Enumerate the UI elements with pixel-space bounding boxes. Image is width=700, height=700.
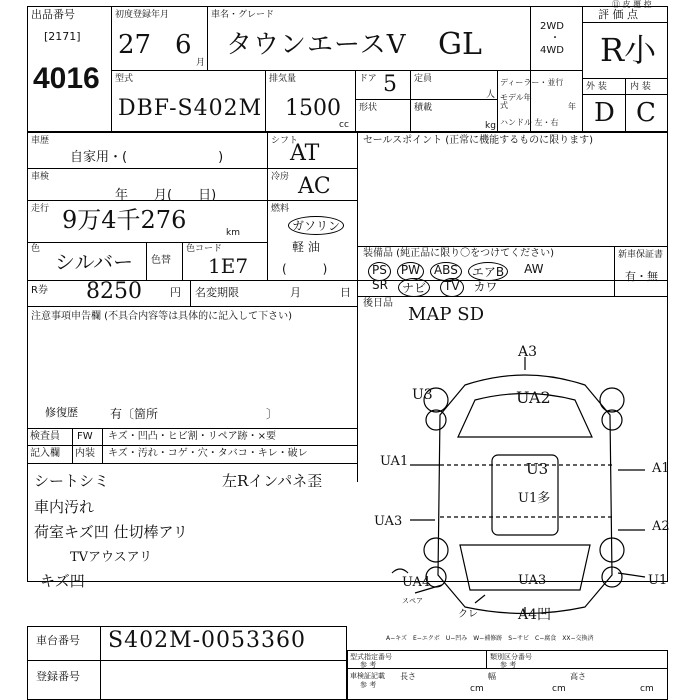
fuel-paren: ( ) (282, 262, 328, 276)
note-line-1: シートシミ (34, 472, 110, 490)
divider (625, 78, 626, 132)
cm-2: cm (552, 684, 566, 694)
inspection-value: 年 月( 日) (115, 188, 217, 203)
diagram-mark-u3-left: U3 (412, 387, 433, 403)
divider (355, 70, 356, 132)
chassis-label: 車台番号 (36, 634, 80, 647)
aftermarket-value: MAP SD (408, 304, 485, 325)
divider (27, 306, 357, 307)
capacity-label: 定員 (414, 74, 433, 84)
history-label: 車歴 (31, 136, 50, 146)
diagram-mark-a3-top: A3 (518, 344, 538, 360)
ref-label-3: 参 考 (360, 681, 377, 689)
cm-3: cm (640, 684, 654, 694)
equip-navi: ナビ (398, 278, 430, 297)
first-reg-year: 27 (118, 30, 152, 60)
divider (410, 70, 411, 132)
note-line-2: 車内汚れ (34, 498, 95, 516)
doors-value: 5 (383, 72, 397, 97)
warranty-value: 有・無 (625, 270, 658, 283)
divider (497, 70, 498, 132)
equip-tv: TV (440, 278, 464, 297)
inspector-label: 検査員 (30, 431, 60, 442)
category-label: 類別区分番号 (490, 653, 532, 661)
divider (267, 132, 268, 280)
divider (102, 428, 103, 463)
model-year-label: モデル年式 (500, 93, 532, 110)
diagram-mark-a4: A4凹 (518, 607, 552, 623)
color-code-label: 色コード (186, 244, 223, 254)
diagram-mark-ua3-left: UA3 (374, 514, 403, 529)
displacement-label: 排気量 (269, 74, 297, 84)
cc-unit: cc (339, 120, 349, 130)
color-label: 色 (31, 244, 41, 254)
divider (614, 246, 615, 296)
car-name: タウンエースV (226, 30, 407, 60)
inspection-label: 車検 (31, 172, 50, 182)
divider (27, 463, 357, 464)
capacity-unit: 人 (486, 90, 496, 100)
diagram-mark-u1-multi: U1多 (518, 491, 551, 506)
entry-label: 記入欄 (30, 448, 60, 459)
exterior-grade: D (594, 98, 615, 128)
inspector-items: キズ・凹凸・ヒビ割・リペア跡・×要 (108, 431, 276, 442)
divider (207, 6, 208, 70)
length-label: 長さ (400, 672, 416, 681)
divider (27, 428, 357, 429)
drive-dot: ・ (550, 33, 560, 44)
divider (100, 626, 101, 700)
mileage-label: 走行 (31, 204, 50, 214)
divider (146, 242, 147, 280)
divider (355, 99, 497, 100)
lot-number: 4016 (33, 62, 100, 95)
equip-abs: ABS (430, 262, 462, 281)
equip-ps: PS (368, 262, 391, 281)
divider (357, 132, 358, 482)
first-reg-label: 初度登録年月 (115, 10, 170, 20)
shift-value: AT (290, 141, 320, 166)
recycle-value: 8250 (86, 279, 142, 304)
divider (486, 650, 487, 668)
equipment-label: 装備品 (純正品に限り〇をつけてください) (363, 248, 554, 259)
drive-4wd: 4WD (540, 45, 564, 56)
equip-airbag: エアB (468, 262, 508, 281)
color-swap-label: 色替 (151, 255, 171, 266)
repair-history-label: 修復歴 (45, 406, 78, 419)
cm-1: cm (470, 684, 484, 694)
divider (530, 6, 531, 132)
equip-leather: カワ (473, 280, 498, 294)
divider (582, 22, 668, 23)
deadline-day: 日 (340, 286, 351, 299)
handle-label: ハンドル 左・右 (500, 118, 559, 127)
divider (111, 6, 112, 132)
divider (27, 168, 357, 169)
lot-label: 出品番号 (31, 8, 75, 21)
type-spec-label: 型式指定番号 (350, 653, 392, 661)
dealer-label: ディーラー・並行 (500, 78, 564, 87)
ref-label-2: 参 考 (500, 661, 517, 669)
equip-sr: SR (372, 278, 388, 292)
recycle-yen: 円 (170, 286, 181, 299)
interior-items: キズ・汚れ・コゲ・穴・タバコ・キレ・破レ (108, 448, 308, 459)
divider (27, 445, 357, 446)
recycle-label: R券 (31, 285, 48, 296)
repair-value: 有〔箇所 〕 (110, 407, 279, 421)
shape-label: 形状 (359, 103, 378, 113)
doors-label: ドア (359, 74, 377, 84)
declaration-label: 注意事項申告欄 (不具合内容等は具体的に記入して下さい) (31, 311, 292, 322)
ac-label: 冷房 (271, 172, 290, 182)
divider (111, 70, 582, 71)
certificate-label: 車検証記載 (350, 672, 385, 680)
note-line-3: 荷室キズ凹 仕切棒アリ (34, 523, 188, 541)
diagram-mark-a1: A1 (652, 461, 670, 476)
divider (582, 6, 583, 132)
color-value: シルバー (55, 250, 134, 274)
fuel-label: 燃料 (271, 204, 290, 214)
history-value: 自家用・( ) (70, 150, 224, 165)
ref-label-1: 参 考 (360, 661, 377, 669)
eval-label: 評 価 点 (598, 8, 638, 21)
fuel-gasoline: ガソリン (288, 216, 344, 235)
top-right-note: ⑪ 皮 覆 控 (612, 0, 652, 9)
diagram-mark-u1: U1 (648, 573, 668, 588)
km-unit: km (226, 228, 240, 238)
interior-grade: C (636, 98, 656, 128)
model-value: DBF-S402M (118, 96, 263, 121)
divider (182, 242, 183, 280)
diagram-mark-ua3-rear: UA3 (518, 573, 547, 588)
model-label: 型式 (115, 74, 134, 84)
note-line-4: TVアウスアリ (70, 550, 153, 565)
month-unit: 月 (196, 58, 206, 68)
divider (72, 428, 73, 463)
equip-pw: PW (397, 262, 424, 281)
load-label: 積載 (414, 103, 433, 113)
drive-2wd: 2WD (540, 21, 564, 32)
shift-label: シフト (271, 136, 299, 146)
eval-score: R小 (600, 31, 657, 69)
ac-value: AC (298, 174, 331, 199)
spare-label: スペア (402, 597, 423, 605)
width-label: 幅 (488, 672, 496, 681)
first-reg-month: 6 (175, 30, 192, 60)
equipment-row2 (372, 278, 498, 297)
damage-legend: A−キズ E−エクボ U−凹み W−補修跡 S−サビ C−腐食 XX−交換済 (386, 635, 594, 642)
note-right: 左Rインパネ歪 (222, 472, 323, 490)
divider (190, 280, 191, 306)
equip-aw: AW (524, 262, 544, 276)
exterior-label: 外 装 (586, 82, 607, 92)
divider (357, 246, 668, 247)
divider (27, 660, 347, 661)
mileage-value: 9万4千276 (62, 206, 187, 234)
divider (265, 70, 266, 132)
reg-label: 登録番号 (36, 670, 80, 683)
diagram-mark-ua4: UA4 (402, 575, 431, 590)
divider (27, 242, 267, 243)
diagram-mark-ua2: UA2 (516, 388, 551, 407)
grade: GL (438, 27, 482, 62)
kg-unit: kg (485, 121, 496, 131)
color-code-value: 1E7 (208, 254, 249, 278)
diagram-mark-kure: クレ (458, 609, 478, 620)
height-label: 高さ (570, 672, 586, 681)
deadline-label: 名変期限 (195, 286, 239, 299)
diagram-mark-a2: A2 (652, 519, 670, 534)
year-unit: 年 (568, 102, 576, 111)
displacement-value: 1500 (285, 96, 341, 121)
chassis-value: S402M-0053360 (108, 628, 307, 653)
lot-sub: [2171] (44, 30, 81, 43)
note-line-5: キズ凹 (40, 572, 85, 590)
interior-row-label: 内装 (75, 448, 95, 459)
aftermarket-label: 後日品 (363, 298, 393, 309)
fw-label: FW (77, 431, 93, 442)
deadline-month: 月 (290, 286, 301, 299)
warranty-label: 新車保証書 (618, 250, 664, 260)
name-label: 車名・グレード (211, 10, 275, 20)
diagram-mark-u3-center: U3 (526, 460, 549, 478)
diagram-mark-ua1: UA1 (380, 454, 409, 469)
fuel-diesel: 軽 油 (292, 240, 320, 254)
sales-point-label: セールスポイント (正常に機能するものに限ります) (363, 135, 594, 146)
interior-label: 内 装 (630, 82, 651, 92)
